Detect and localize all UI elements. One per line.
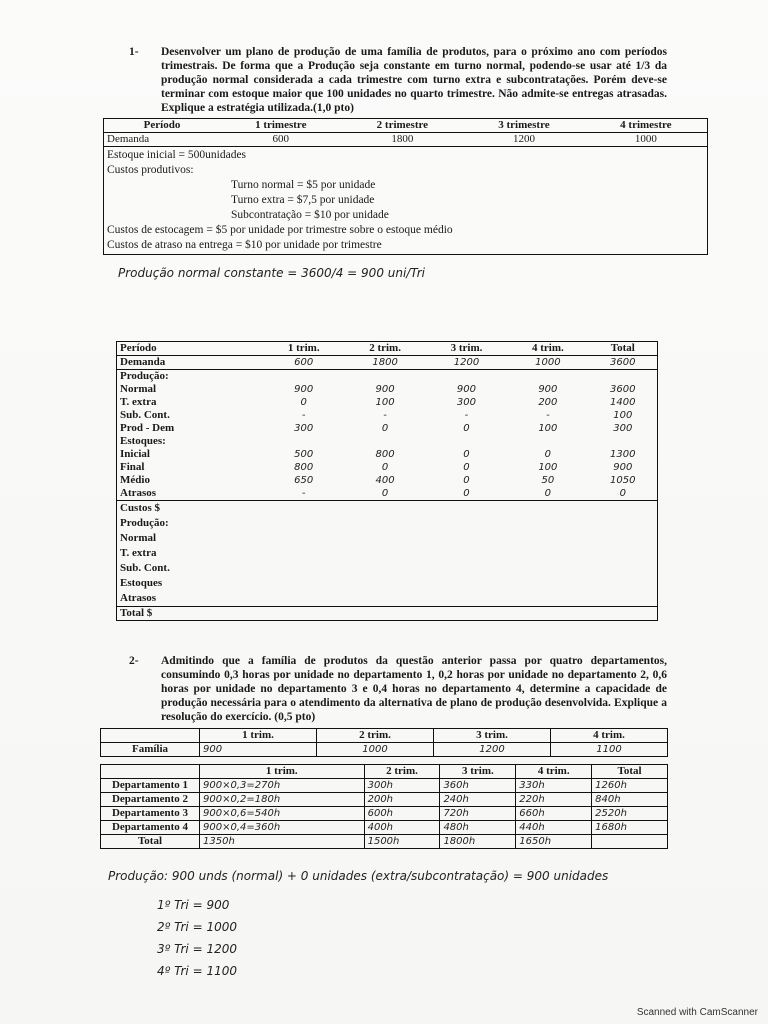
family-label: Família: [101, 743, 200, 757]
cost-row-label: T. extra: [120, 547, 157, 559]
header-trim-1: 1 trim.: [200, 729, 317, 743]
header-trim-2: 2 trim.: [369, 342, 401, 354]
plan-row: [117, 396, 658, 409]
plan-cell: 0: [463, 423, 470, 434]
plan-cell: 1200: [453, 357, 480, 368]
dept-row-label: Total: [101, 835, 200, 849]
plan-row: [117, 448, 658, 461]
family-corner: [101, 729, 200, 743]
dept-row: [101, 835, 668, 849]
demand-label: Demanda: [107, 133, 150, 145]
dept-row: [101, 793, 668, 807]
plan-cell: 300: [456, 397, 477, 408]
plan-cell: 1300: [610, 449, 636, 460]
header-trim-3: 3 trim.: [434, 729, 551, 743]
hw-list-item: 4º Tri = 1100: [157, 964, 237, 978]
header-trim-1: 1 trimestre: [255, 119, 307, 131]
plan-cell: 0: [463, 488, 470, 499]
plan-cell: 900: [456, 384, 477, 395]
cost-row: [117, 591, 658, 607]
cost-row-label: Normal: [120, 532, 157, 544]
plan-cell: -: [546, 410, 550, 421]
dept-cell: [592, 835, 668, 849]
plan-cell: [344, 370, 425, 384]
dept-cell: 1800h: [440, 835, 516, 849]
cost-row-blank: [263, 561, 658, 576]
dept-cell: 300h: [364, 779, 440, 793]
plan-cell: 0: [463, 475, 470, 486]
plan-cell: 800: [375, 449, 395, 460]
family-value: 1200: [434, 743, 551, 757]
plan-cell: 800: [294, 462, 314, 473]
info-line: Custos produtivos:: [107, 164, 194, 176]
handwritten-note-1: Produção normal constante = 3600/4 = 900 uni/Tri: [118, 266, 426, 280]
info-line: Estoque inicial = 500unidades: [107, 149, 247, 161]
plan-cell: 1000: [535, 357, 561, 368]
dept-cell: 200h: [364, 793, 440, 807]
cost-row-label: Estoques: [120, 577, 163, 589]
header-trim-2: 2 trim.: [364, 765, 440, 779]
cost-row-blank: [263, 546, 658, 561]
plan-cell: [263, 370, 344, 384]
dept-cell: 1500h: [364, 835, 440, 849]
dept-cell: 900×0,4=360h: [200, 821, 365, 835]
dept-cell: 660h: [516, 807, 592, 821]
dept-row-label: Departamento 4: [101, 821, 200, 835]
plan-cell: 0: [381, 462, 389, 473]
plan-row: [117, 487, 658, 501]
dept-corner: [101, 765, 200, 779]
question-2-text: Admitindo que a família de produtos da questão anterior passa por quatro departamentos, consumindo 0,3 horas por unidade no departamento 1, 0,2 horas por unidade no departamento 2, 0,6 horas por unidade no departamento 3 e 0,4 horas no departamento 4, determine a capacidade de produção necessária para o atendimento da alternativa de plano de produção desenvolvida. Explique a resolução do exercício. (0,5 pto): [161, 655, 667, 723]
demand-value: 1000: [634, 133, 657, 145]
family-table: [100, 728, 668, 757]
plan-cell: 300: [294, 423, 314, 434]
cost-row-label: Produção:: [120, 517, 169, 529]
plan-row: [117, 370, 658, 384]
dept-cell: 900×0,2=180h: [200, 793, 365, 807]
dept-cell: 330h: [516, 779, 592, 793]
header-periodo: Período: [143, 119, 181, 131]
plan-row-label: Inicial: [120, 448, 150, 460]
demand-value: 600: [272, 133, 290, 145]
plan-row: [117, 422, 658, 435]
plan-cell: 200: [538, 397, 558, 408]
plan-cell: 50: [541, 475, 555, 486]
plan-cell: 400: [375, 475, 395, 486]
plan-cell: 0: [544, 488, 552, 499]
question-2: [129, 654, 667, 724]
plan-cell: 0: [300, 397, 307, 408]
dept-cell: 1680h: [595, 822, 627, 833]
dept-row-label: Departamento 1: [101, 779, 200, 793]
plan-row: [117, 461, 658, 474]
demand-value: 1800: [391, 133, 414, 145]
header-total: Total: [610, 342, 635, 354]
plan-cell: -: [383, 410, 387, 421]
plan-cell: [426, 435, 507, 448]
question-1-text: Desenvolver um plano de produção de uma família de produtos, para o próximo ano com períodos trimestrais. De forma que a Produção seja constante em turno normal, podendo-se usar até 1/3 da produção normal considerada a cada trimestre com turno extra e subcontratações. Porém deve-se terminar com estoque maior que 100 unidades no quarto trimestre. Não admite-se entregas atrasadas. Explique a estratégia utilizada.(1,0 pto): [161, 46, 667, 114]
plan-row-label: Produção:: [120, 370, 169, 382]
plan-cell: 650: [294, 475, 314, 486]
family-value: 900: [200, 743, 317, 757]
scanner-watermark: Scanned with CamScanner: [636, 1007, 758, 1018]
plan-row: [117, 356, 658, 370]
cost-row-label: Sub. Cont.: [120, 562, 170, 574]
plan-cell: [507, 370, 588, 384]
info-line: Turno extra = $7,5 por unidade: [231, 194, 375, 206]
header-trim-4: 4 trimestre: [620, 119, 672, 131]
plan-cell: 100: [375, 397, 395, 408]
header-trim-1: 1 trim.: [287, 342, 320, 354]
plan-row-label: Estoques:: [120, 435, 166, 447]
plan-row-label: Atrasos: [120, 487, 157, 499]
family-value: 1000: [317, 743, 434, 757]
production-plan-table: [116, 341, 658, 621]
plan-cell: 900: [613, 462, 633, 473]
plan-cell: -: [301, 488, 306, 499]
info-line: Turno normal = $5 por unidade: [231, 179, 376, 191]
cost-row: [117, 516, 658, 531]
plan-cell: 1800: [372, 357, 398, 368]
plan-cell: 100: [538, 462, 558, 473]
plan-cell: 1400: [610, 397, 636, 408]
cost-total-label: Total $: [120, 607, 153, 619]
header-total: Total: [617, 765, 642, 777]
dept-cell: 440h: [516, 821, 592, 835]
cost-row-blank: [263, 576, 658, 591]
info-line: Custos de atraso na entrega = $10 por unidade por trimestre: [107, 239, 382, 251]
dept-cell: 900×0,3=270h: [200, 779, 365, 793]
plan-row-label: Médio: [120, 474, 150, 486]
header-trim-4: 4 trim.: [516, 765, 592, 779]
hw-list-item: 2º Tri = 1000: [157, 920, 237, 934]
cost-row: [117, 561, 658, 576]
cost-row: [117, 576, 658, 591]
plan-cell: 100: [613, 410, 633, 421]
dept-cell: 840h: [595, 794, 621, 805]
plan-row-label: Final: [120, 461, 145, 473]
dept-row: [101, 807, 668, 821]
plan-row-label: Normal: [120, 383, 157, 395]
header-trim-3: 3 trim.: [450, 342, 483, 354]
cost-row: [117, 501, 658, 517]
handwritten-note-2: Produção: 900 unds (normal) + 0 unidades (extra/subcontratação) = 900 unidades: [108, 869, 609, 883]
plan-cell: 0: [381, 423, 389, 434]
header-trim-1: 1 trim.: [200, 765, 365, 779]
plan-cell: [589, 435, 658, 448]
dept-row: [101, 779, 668, 793]
header-trim-3: 3 trimestre: [498, 119, 550, 131]
plan-row-label: Demanda: [120, 356, 166, 368]
plan-row-label: Prod - Dem: [120, 422, 175, 434]
header-trim-2: 2 trimestre: [376, 119, 429, 131]
cost-row-blank: [263, 516, 658, 531]
hw-list-item: 1º Tri = 900: [157, 898, 230, 912]
plan-row-label: T. extra: [120, 396, 157, 408]
dept-cell: 2520h: [595, 808, 627, 819]
cost-row-label: Atrasos: [120, 592, 157, 604]
plan-cell: 900: [294, 384, 314, 395]
plan-cell: -: [464, 410, 469, 421]
header-trim-4: 4 trim.: [531, 342, 564, 354]
cost-total-row: [117, 607, 658, 621]
plan-row: [117, 383, 658, 396]
plan-cell: [426, 370, 507, 384]
cost-total-blank: [263, 607, 658, 621]
plan-cell: 0: [619, 488, 626, 499]
dept-row-label: Departamento 2: [101, 793, 200, 807]
plan-cell: 900: [375, 384, 395, 395]
demand-table: [103, 118, 708, 255]
plan-cell: 100: [538, 423, 558, 434]
header-trim-2: 2 trim.: [317, 729, 434, 743]
cost-row: [117, 531, 658, 546]
question-1: [129, 45, 667, 115]
plan-cell: 900: [538, 384, 558, 395]
plan-cell: [344, 435, 425, 448]
dept-cell: 360h: [440, 779, 516, 793]
dept-row-label: Departamento 3: [101, 807, 200, 821]
cost-row: [117, 546, 658, 561]
plan-row: [117, 409, 658, 422]
handwritten-list: [157, 894, 237, 982]
plan-cell: 1050: [610, 475, 636, 486]
family-value: 1100: [596, 744, 622, 755]
cost-row-label: Custos $: [120, 502, 161, 514]
question-2-number: 2-: [129, 655, 139, 667]
demand-value: 1200: [512, 133, 535, 145]
plan-cell: 0: [381, 488, 389, 499]
plan-cell: 0: [544, 449, 552, 460]
header-trim-3: 3 trim.: [440, 765, 516, 779]
cost-row-blank: [263, 591, 658, 607]
dept-cell: 1650h: [516, 835, 592, 849]
plan-cell: -: [301, 410, 306, 421]
dept-cell: 1350h: [200, 835, 365, 849]
header-trim-4: 4 trim.: [593, 729, 625, 741]
info-line: Custos de estocagem = $5 por unidade por trimestre sobre o estoque médio: [107, 224, 453, 236]
info-line: Subcontratação = $10 por unidade: [231, 209, 389, 221]
dept-cell: 1260h: [595, 780, 627, 791]
hw-list-item: 3º Tri = 1200: [157, 942, 237, 956]
dept-cell: 720h: [440, 807, 516, 821]
plan-row-label: Sub. Cont.: [120, 409, 170, 421]
dept-cell: 900×0,6=540h: [200, 807, 365, 821]
plan-cell: 300: [613, 423, 633, 434]
plan-cell: [589, 370, 658, 384]
dept-cell: 400h: [364, 821, 440, 835]
dept-cell: 240h: [440, 793, 516, 807]
plan-cell: [507, 435, 588, 448]
cost-row-blank: [263, 531, 658, 546]
plan-cell: 3600: [610, 384, 636, 395]
cost-row-blank: [263, 501, 658, 517]
plan-cell: 500: [294, 449, 314, 460]
dept-cell: 480h: [440, 821, 516, 835]
plan-cell: 3600: [610, 357, 636, 368]
plan-cell: 0: [463, 462, 470, 473]
dept-cell: 600h: [364, 807, 440, 821]
dept-cell: 220h: [516, 793, 592, 807]
plan-row: [117, 474, 658, 487]
header-periodo: Período: [120, 342, 157, 354]
department-capacity-table: [100, 764, 668, 849]
dept-row: [101, 821, 668, 835]
plan-cell: [263, 435, 344, 448]
plan-cell: 600: [294, 357, 314, 368]
plan-row: [117, 435, 658, 448]
question-1-number: 1-: [129, 46, 139, 58]
plan-cell: 0: [463, 449, 470, 460]
